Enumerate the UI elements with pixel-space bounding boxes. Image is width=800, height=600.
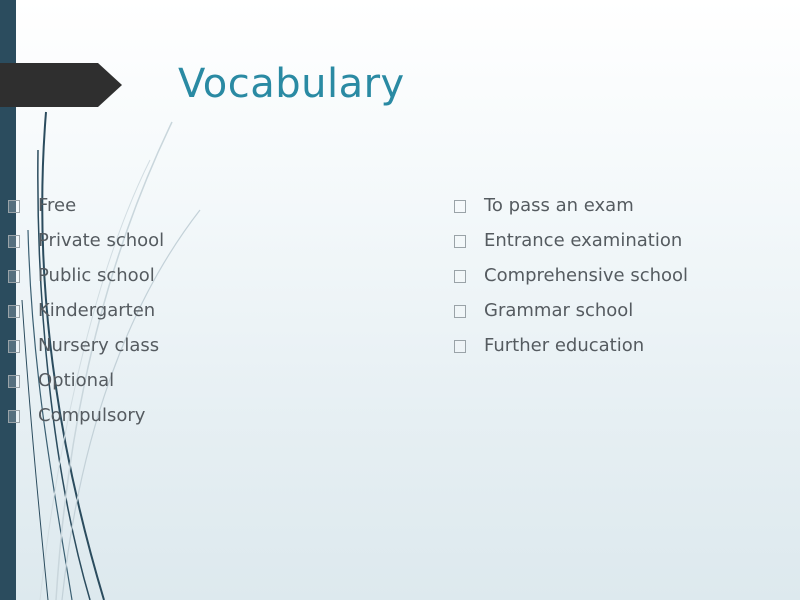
- bullet-icon: [454, 270, 466, 283]
- list-item-label: Compulsory: [38, 405, 146, 426]
- vocabulary-list-right: [454, 192, 688, 367]
- list-item: [8, 297, 164, 332]
- title-arrow-shape: [0, 63, 122, 107]
- list-item: [8, 402, 164, 437]
- bullet-icon: [8, 305, 20, 318]
- list-item-label: Optional: [38, 370, 115, 391]
- slide-title: Vocabulary: [178, 61, 405, 107]
- list-item: [454, 192, 688, 227]
- bullet-icon: [8, 200, 20, 213]
- list-item: [8, 332, 164, 367]
- list-item-label: Comprehensive school: [484, 265, 689, 286]
- list-item-label: Further education: [484, 335, 645, 356]
- vocabulary-list-left: [8, 192, 164, 437]
- list-item: [454, 227, 688, 262]
- list-item: [8, 227, 164, 262]
- bullet-icon: [8, 270, 20, 283]
- list-item-label: Nursery class: [38, 335, 160, 356]
- list-item-label: Free: [38, 195, 77, 216]
- bullet-icon: [8, 340, 20, 353]
- list-item: [8, 367, 164, 402]
- list-item: [8, 192, 164, 227]
- bullet-icon: [454, 200, 466, 213]
- list-item: [454, 297, 688, 332]
- bullet-icon: [454, 235, 466, 248]
- list-item-label: Entrance examination: [484, 230, 683, 251]
- list-item-label: Private school: [38, 230, 165, 251]
- list-item: [454, 262, 688, 297]
- bullet-icon: [454, 305, 466, 318]
- bullet-icon: [454, 340, 466, 353]
- bullet-icon: [8, 375, 20, 388]
- list-item: [8, 262, 164, 297]
- list-item-label: To pass an exam: [484, 195, 634, 216]
- bullet-icon: [8, 410, 20, 423]
- list-item-label: Kindergarten: [38, 300, 156, 321]
- bullet-icon: [8, 235, 20, 248]
- list-item-label: Public school: [38, 265, 155, 286]
- list-item-label: Grammar school: [484, 300, 634, 321]
- list-item: [454, 332, 688, 367]
